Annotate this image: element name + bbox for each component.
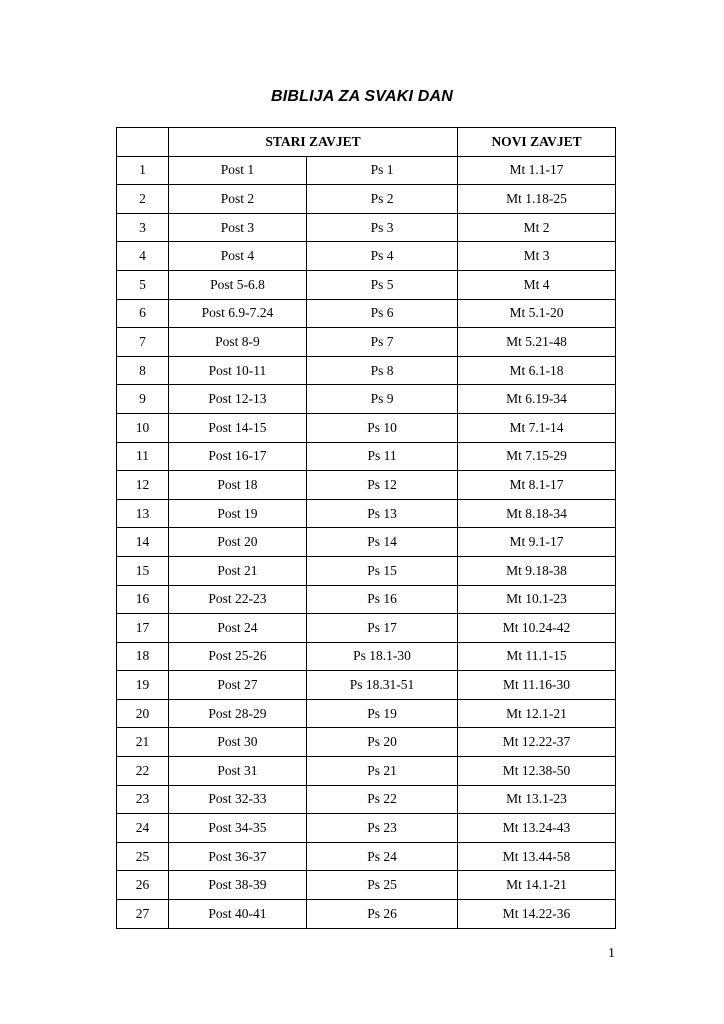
psalm-reading-cell: Ps 17 <box>307 614 458 643</box>
table-row <box>117 585 616 614</box>
psalm-reading-cell: Ps 9 <box>307 385 458 414</box>
psalm-reading-cell: Ps 3 <box>307 213 458 242</box>
new-testament-reading-cell: Mt 9.18-38 <box>458 556 616 585</box>
old-testament-reading-cell: Post 20 <box>169 528 307 557</box>
old-testament-reading-cell: Post 36-37 <box>169 842 307 871</box>
old-testament-reading-cell: Post 3 <box>169 213 307 242</box>
old-testament-reading-cell: Post 19 <box>169 499 307 528</box>
table-row <box>117 671 616 700</box>
old-testament-reading-cell: Post 40-41 <box>169 900 307 929</box>
table-row <box>117 499 616 528</box>
day-cell: 7 <box>117 328 169 357</box>
table-row <box>117 156 616 185</box>
psalm-reading-cell: Ps 25 <box>307 871 458 900</box>
day-cell: 8 <box>117 356 169 385</box>
new-testament-reading-cell: Mt 12.22-37 <box>458 728 616 757</box>
table-row <box>117 270 616 299</box>
old-testament-reading-cell: Post 8-9 <box>169 328 307 357</box>
old-testament-reading-cell: Post 12-13 <box>169 385 307 414</box>
day-cell: 13 <box>117 499 169 528</box>
new-testament-reading-cell: Mt 12.38-50 <box>458 757 616 786</box>
table-row <box>117 328 616 357</box>
old-testament-reading-cell: Post 16-17 <box>169 442 307 471</box>
day-cell: 1 <box>117 156 169 185</box>
table-row <box>117 185 616 214</box>
old-testament-reading-cell: Post 31 <box>169 757 307 786</box>
day-cell: 11 <box>117 442 169 471</box>
header-old-testament: STARI ZAVJET <box>169 128 458 157</box>
table-row <box>117 814 616 843</box>
psalm-reading-cell: Ps 13 <box>307 499 458 528</box>
table-row <box>117 614 616 643</box>
day-cell: 6 <box>117 299 169 328</box>
new-testament-reading-cell: Mt 13.44-58 <box>458 842 616 871</box>
psalm-reading-cell: Ps 4 <box>307 242 458 271</box>
old-testament-reading-cell: Post 34-35 <box>169 814 307 843</box>
psalm-reading-cell: Ps 1 <box>307 156 458 185</box>
new-testament-reading-cell: Mt 4 <box>458 270 616 299</box>
table-row <box>117 757 616 786</box>
old-testament-reading-cell: Post 30 <box>169 728 307 757</box>
day-cell: 12 <box>117 471 169 500</box>
table-row <box>117 385 616 414</box>
day-cell: 24 <box>117 814 169 843</box>
new-testament-reading-cell: Mt 13.24-43 <box>458 814 616 843</box>
psalm-reading-cell: Ps 14 <box>307 528 458 557</box>
psalm-reading-cell: Ps 16 <box>307 585 458 614</box>
table-row <box>117 699 616 728</box>
table-row <box>117 471 616 500</box>
table-row <box>117 413 616 442</box>
psalm-reading-cell: Ps 21 <box>307 757 458 786</box>
day-cell: 2 <box>117 185 169 214</box>
new-testament-reading-cell: Mt 5.1-20 <box>458 299 616 328</box>
old-testament-reading-cell: Post 24 <box>169 614 307 643</box>
psalm-reading-cell: Ps 15 <box>307 556 458 585</box>
psalm-reading-cell: Ps 24 <box>307 842 458 871</box>
old-testament-reading-cell: Post 27 <box>169 671 307 700</box>
old-testament-reading-cell: Post 5-6.8 <box>169 270 307 299</box>
new-testament-reading-cell: Mt 5.21-48 <box>458 328 616 357</box>
psalm-reading-cell: Ps 10 <box>307 413 458 442</box>
new-testament-reading-cell: Mt 10.24-42 <box>458 614 616 643</box>
table-row <box>117 213 616 242</box>
day-cell: 3 <box>117 213 169 242</box>
table-row <box>117 871 616 900</box>
psalm-reading-cell: Ps 18.31-51 <box>307 671 458 700</box>
day-cell: 10 <box>117 413 169 442</box>
table-row <box>117 642 616 671</box>
new-testament-reading-cell: Mt 8.18-34 <box>458 499 616 528</box>
new-testament-reading-cell: Mt 13.1-23 <box>458 785 616 814</box>
new-testament-reading-cell: Mt 6.1-18 <box>458 356 616 385</box>
old-testament-reading-cell: Post 18 <box>169 471 307 500</box>
new-testament-reading-cell: Mt 14.1-21 <box>458 871 616 900</box>
day-cell: 25 <box>117 842 169 871</box>
day-cell: 20 <box>117 699 169 728</box>
old-testament-reading-cell: Post 1 <box>169 156 307 185</box>
day-cell: 14 <box>117 528 169 557</box>
day-cell: 23 <box>117 785 169 814</box>
psalm-reading-cell: Ps 19 <box>307 699 458 728</box>
header-day <box>117 128 169 157</box>
day-cell: 16 <box>117 585 169 614</box>
new-testament-reading-cell: Mt 7.15-29 <box>458 442 616 471</box>
old-testament-reading-cell: Post 6.9-7.24 <box>169 299 307 328</box>
day-cell: 4 <box>117 242 169 271</box>
new-testament-reading-cell: Mt 11.16-30 <box>458 671 616 700</box>
new-testament-reading-cell: Mt 1.18-25 <box>458 185 616 214</box>
table-row <box>117 842 616 871</box>
new-testament-reading-cell: Mt 2 <box>458 213 616 242</box>
day-cell: 26 <box>117 871 169 900</box>
table-row <box>117 900 616 929</box>
day-cell: 15 <box>117 556 169 585</box>
day-cell: 22 <box>117 757 169 786</box>
table-header-row <box>117 128 616 157</box>
new-testament-reading-cell: Mt 9.1-17 <box>458 528 616 557</box>
old-testament-reading-cell: Post 10-11 <box>169 356 307 385</box>
old-testament-reading-cell: Post 22-23 <box>169 585 307 614</box>
document-title: BIBLIJA ZA SVAKI DAN <box>270 88 454 105</box>
day-cell: 5 <box>117 270 169 299</box>
table-row <box>117 528 616 557</box>
day-cell: 17 <box>117 614 169 643</box>
table-row <box>117 442 616 471</box>
psalm-reading-cell: Ps 18.1-30 <box>307 642 458 671</box>
psalm-reading-cell: Ps 2 <box>307 185 458 214</box>
table-row <box>117 556 616 585</box>
table-row <box>117 728 616 757</box>
psalm-reading-cell: Ps 26 <box>307 900 458 929</box>
header-new-testament: NOVI ZAVJET <box>458 128 616 157</box>
psalm-reading-cell: Ps 12 <box>307 471 458 500</box>
old-testament-reading-cell: Post 2 <box>169 185 307 214</box>
psalm-reading-cell: Ps 22 <box>307 785 458 814</box>
new-testament-reading-cell: Mt 1.1-17 <box>458 156 616 185</box>
psalm-reading-cell: Ps 6 <box>307 299 458 328</box>
table-row <box>117 242 616 271</box>
table-row <box>117 299 616 328</box>
old-testament-reading-cell: Post 28-29 <box>169 699 307 728</box>
psalm-reading-cell: Ps 11 <box>307 442 458 471</box>
new-testament-reading-cell: Mt 14.22-36 <box>458 900 616 929</box>
old-testament-reading-cell: Post 21 <box>169 556 307 585</box>
psalm-reading-cell: Ps 23 <box>307 814 458 843</box>
new-testament-reading-cell: Mt 7.1-14 <box>458 413 616 442</box>
new-testament-reading-cell: Mt 6.19-34 <box>458 385 616 414</box>
day-cell: 18 <box>117 642 169 671</box>
new-testament-reading-cell: Mt 12.1-21 <box>458 699 616 728</box>
page-number: 1 <box>608 946 615 961</box>
old-testament-reading-cell: Post 32-33 <box>169 785 307 814</box>
day-cell: 21 <box>117 728 169 757</box>
new-testament-reading-cell: Mt 10.1-23 <box>458 585 616 614</box>
table-row <box>117 356 616 385</box>
psalm-reading-cell: Ps 5 <box>307 270 458 299</box>
new-testament-reading-cell: Mt 3 <box>458 242 616 271</box>
day-cell: 19 <box>117 671 169 700</box>
psalm-reading-cell: Ps 8 <box>307 356 458 385</box>
table-body <box>117 156 616 928</box>
old-testament-reading-cell: Post 14-15 <box>169 413 307 442</box>
new-testament-reading-cell: Mt 8.1-17 <box>458 471 616 500</box>
new-testament-reading-cell: Mt 11.1-15 <box>458 642 616 671</box>
psalm-reading-cell: Ps 20 <box>307 728 458 757</box>
day-cell: 9 <box>117 385 169 414</box>
old-testament-reading-cell: Post 4 <box>169 242 307 271</box>
psalm-reading-cell: Ps 7 <box>307 328 458 357</box>
reading-plan-table <box>116 127 616 929</box>
day-cell: 27 <box>117 900 169 929</box>
old-testament-reading-cell: Post 25-26 <box>169 642 307 671</box>
table-row <box>117 785 616 814</box>
old-testament-reading-cell: Post 38-39 <box>169 871 307 900</box>
